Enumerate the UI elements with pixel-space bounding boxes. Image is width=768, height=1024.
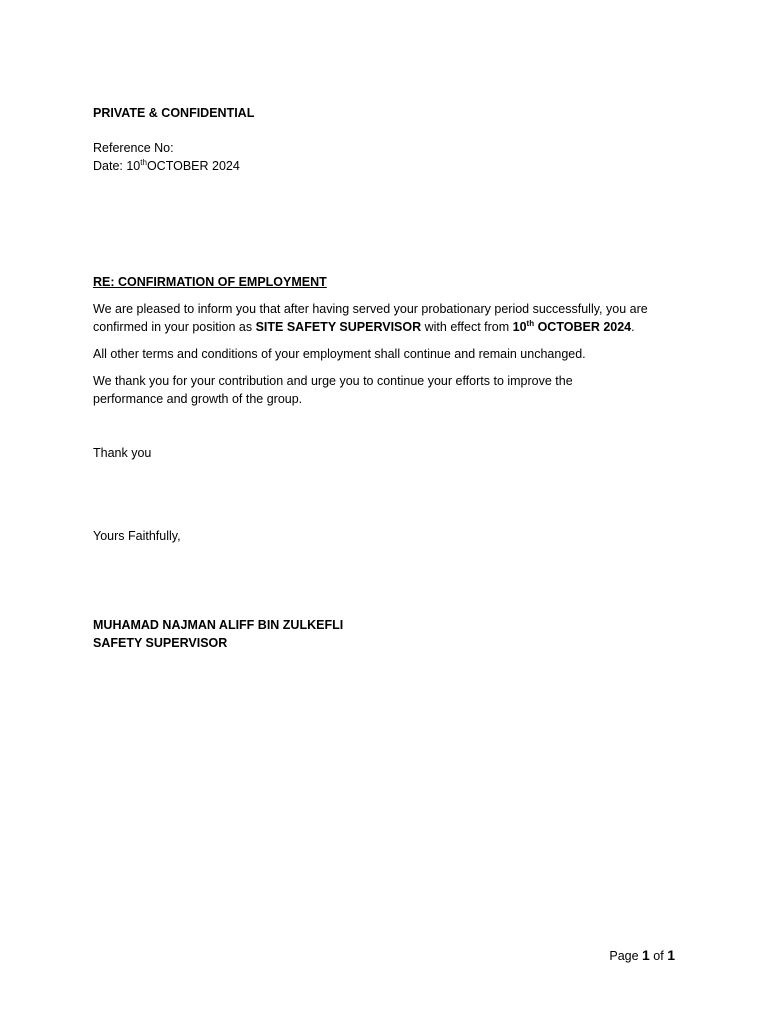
p1-end: . xyxy=(631,320,635,334)
paragraph-3-line-1: We thank you for your contribution and urge you to continue your efforts to improve the xyxy=(93,374,573,388)
effective-day: 10 xyxy=(512,320,527,334)
date-month-year: OCTOBER 2024 xyxy=(146,159,240,173)
p1-text-a: confirmed in your position as xyxy=(93,320,256,334)
position-title: SITE SAFETY SUPERVISOR xyxy=(255,320,422,334)
paragraph-2: All other terms and conditions of your employment shall continue and remain unchanged. xyxy=(93,347,586,361)
sign-off: Yours Faithfully, xyxy=(93,529,181,543)
page-current: 1 xyxy=(642,947,650,963)
page-number-footer xyxy=(609,946,675,965)
thank-you: Thank you xyxy=(93,446,152,460)
paragraph-1-line-2 xyxy=(93,318,635,336)
paragraph-3-line-2: performance and growth of the group. xyxy=(93,392,303,406)
letter-date xyxy=(93,157,240,175)
reference-number: Reference No: xyxy=(93,141,174,155)
date-label: Date: 10 xyxy=(93,159,141,173)
paragraph-1-line-1: We are pleased to inform you that after having served your probationary period successfully, you are xyxy=(93,302,648,316)
effective-month-year: OCTOBER 2024 xyxy=(534,320,632,334)
confidential-label: PRIVATE & CONFIDENTIAL xyxy=(93,106,255,120)
of-label: of xyxy=(649,949,668,963)
page-total: 1 xyxy=(667,947,675,963)
p1-text-b: with effect from xyxy=(421,320,513,334)
date-suffix: th xyxy=(140,157,147,167)
page-label: Page xyxy=(609,949,643,963)
signer-name: MUHAMAD NAJMAN ALIFF BIN ZULKEFLI xyxy=(93,618,344,632)
signer-title: SAFETY SUPERVISOR xyxy=(93,636,228,650)
subject-line: RE: CONFIRMATION OF EMPLOYMENT xyxy=(93,275,327,289)
effective-day-suffix: th xyxy=(526,318,535,328)
effective-date xyxy=(512,318,635,334)
